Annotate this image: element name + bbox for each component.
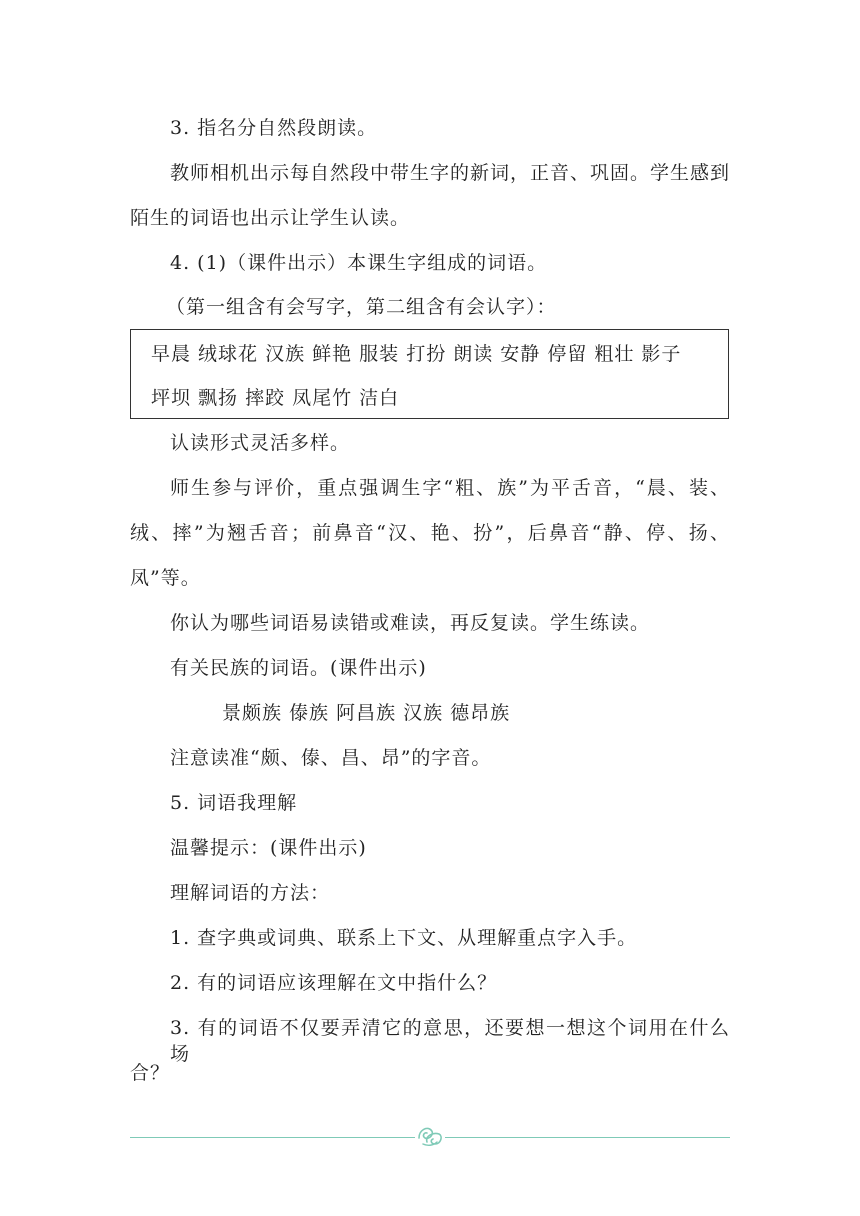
paragraph-group-note: （第一组含有会写字，第二组含有会认字）： (166, 296, 557, 318)
paragraph-step-3: 3. 指名分自然段朗读。 (170, 117, 378, 139)
ethnic-word-list: 景颇族 傣族 阿昌族 汉族 德昂族 (222, 702, 511, 724)
footer-rule-left (130, 1137, 415, 1138)
paragraph-step-4: 4. (1)（课件出示）本课生字组成的词语。 (170, 252, 548, 274)
vocabulary-row-2: 坪坝 飘扬 摔跤 凤尾竹 洁白 (151, 387, 400, 409)
paragraph-teacher-show-line1: 教师相机出示每自然段中带生字的新词，正音、巩固。学生感到 (170, 162, 731, 184)
paragraph-ethnic-words: 有关民族的词语。(课件出示) (170, 657, 427, 679)
paragraph-method-2: 2. 有的词语应该理解在文中指什么？ (170, 972, 498, 994)
paragraph-methods-heading: 理解词语的方法： (170, 882, 331, 904)
paragraph-pronunciation-note: 注意读准“颇、傣、昌、昂”的字音。 (170, 747, 492, 769)
paragraph-evaluation-line2: 绒、摔”为翘舌音；前鼻音“汉、艳、扮”，后鼻音“静、停、扬、 (130, 522, 730, 544)
vocabulary-box (130, 329, 729, 419)
paragraph-method-3-line2: 合？ (130, 1062, 171, 1084)
paragraph-tip: 温馨提示：(课件出示) (170, 837, 367, 859)
paragraph-step-5: 5. 词语我理解 (170, 792, 298, 814)
paragraph-reading-forms: 认读形式灵活多样。 (170, 432, 351, 454)
paragraph-method-3-line1: 3. 有的词语不仅要弄清它的意思，还要想一想这个词用在什么场 (170, 1017, 730, 1065)
paragraph-evaluation-line1: 师生参与评价，重点强调生字“粗、族”为平舌音，“晨、装、 (170, 477, 730, 499)
vocabulary-row-1: 早晨 绒球花 汉族 鲜艳 服装 打扮 朗读 安静 停留 粗壮 影子 (151, 343, 682, 365)
paragraph-teacher-show-line2: 陌生的词语也出示让学生认读。 (130, 207, 411, 229)
paragraph-practice: 你认为哪些词语易读错或难读，再反复读。学生练读。 (170, 612, 651, 634)
paragraph-evaluation-line3: 凤”等。 (130, 567, 201, 589)
footer-rule-right (445, 1137, 730, 1138)
leaf-ornament-icon (413, 1120, 447, 1150)
paragraph-method-1: 1. 查字典或词典、联系上下文、从理解重点字入手。 (170, 927, 638, 949)
